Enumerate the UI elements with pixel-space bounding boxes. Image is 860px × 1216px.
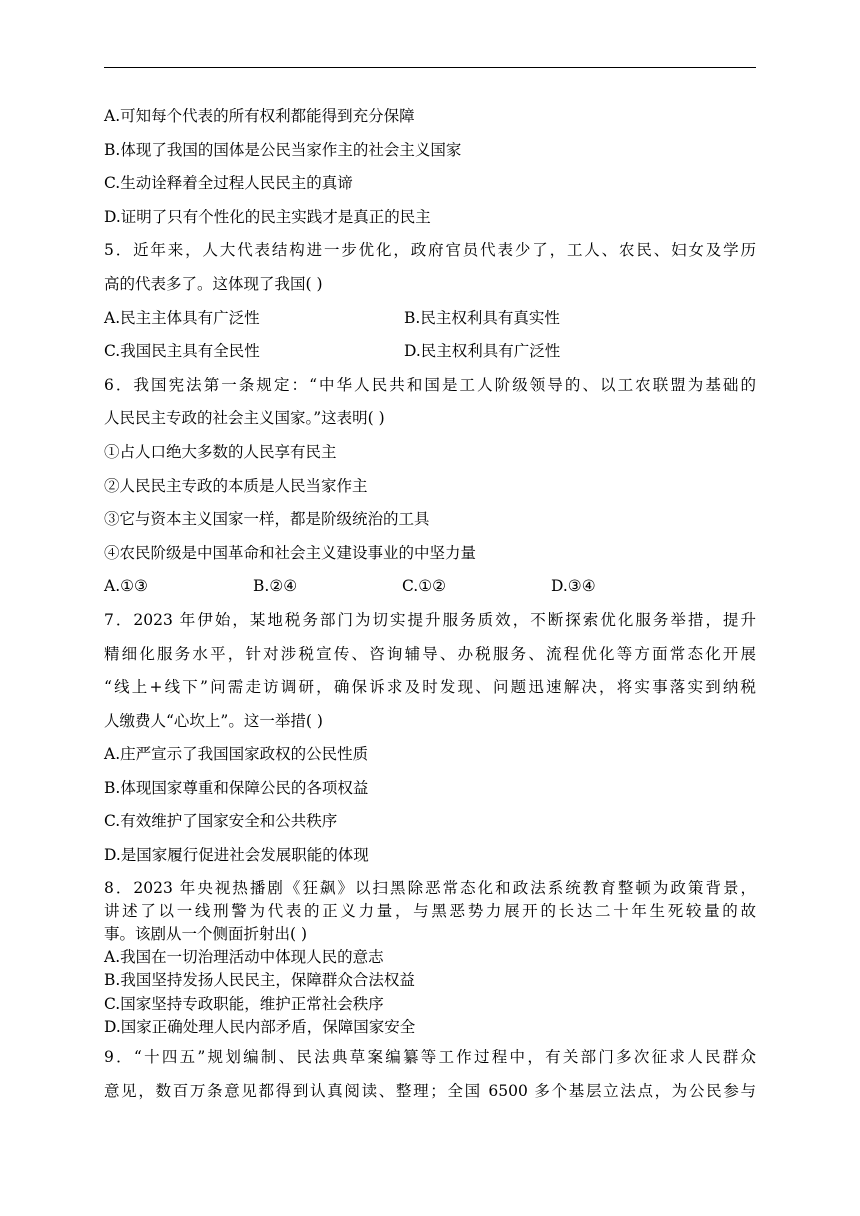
- q5-option-a: A.民主主体具有广泛性: [104, 308, 260, 327]
- q6-option-c: C.①②: [402, 577, 447, 596]
- q9-stem-line-2: 意见，数百万条意见都得到认真阅读、整理；全国 6500 多个基层立法点，为公民参与: [104, 1081, 756, 1100]
- q6-option-a: A.①③: [104, 577, 148, 596]
- q7-option-c: C.有效维护了国家安全和公共秩序: [104, 812, 338, 831]
- q8-option-c: C.国家坚持专政职能，维护正常社会秩序: [104, 994, 384, 1013]
- q6-item-3: ③它与资本主义国家一样，都是阶级统治的工具: [104, 510, 430, 529]
- q7-option-d: D.是国家履行促进社会发展职能的体现: [104, 846, 369, 865]
- q5-option-c: C.我国民主具有全民性: [104, 342, 260, 361]
- q7-stem-line-2: 精细化服务水平，针对涉税宣传、咨询辅导、办税服务、流程优化等方面常态化开展: [104, 644, 756, 663]
- q6-item-1: ①占人口绝大多数的人民享有民主: [104, 442, 337, 461]
- q5-option-b: B.民主权利具有真实性: [404, 308, 560, 327]
- q6-stem-line-2: 人民民主专政的社会主义国家。”这表明( ): [104, 409, 385, 428]
- q7-stem-line-3: “线上+线下”问需走访调研，确保诉求及时发现、问题迅速解决，将实事落实到纳税: [104, 678, 756, 697]
- q8-block: [104, 877, 756, 1039]
- q7-stem-line-4: 人缴费人“心坎上”。这一举措( ): [104, 711, 323, 730]
- q5-option-d: D.民主权利具有广泛性: [404, 342, 561, 361]
- q6-option-b: B.②④: [253, 577, 298, 596]
- q6-stem-line-1: 6．我国宪法第一条规定：“中华人民共和国是工人阶级领导的、以工农联盟为基础的: [104, 375, 756, 394]
- q4-option-a: A.可知每个代表的所有权利都能得到充分保障: [104, 107, 415, 125]
- q6-item-2: ②人民民主专政的本质是人民当家作主: [104, 476, 368, 495]
- question-content: [104, 100, 756, 1108]
- q7-option-b: B.体现国家尊重和保障公民的各项权益: [104, 778, 369, 797]
- q6-item-4: ④农民阶级是中国革命和社会主义建设事业的中坚力量: [104, 543, 477, 562]
- q5-stem-line-1: 5．近年来，人大代表结构进一步优化，政府官员代表少了，工人、农民、妇女及学历: [104, 241, 756, 260]
- q6-option-d: D.③④: [551, 577, 596, 596]
- q7-stem-line-1: 7．2023 年伊始，某地税务部门为切实提升服务质效，不断探索优化服务举措，提升: [104, 610, 756, 629]
- q4-option-b: B.体现了我国的国体是公民当家作主的社会主义国家: [104, 140, 462, 159]
- q8-stem-line-3: 事。该剧从一个侧面折射出( ): [104, 925, 308, 944]
- q5-options-row-1: [104, 302, 756, 336]
- q5-stem-line-2: 高的代表多了。这体现了我国( ): [104, 274, 323, 293]
- q4-option-c: C.生动诠释着全过程人民民主的真谛: [104, 174, 353, 193]
- q8-stem-line-2: 讲述了以一线刑警为代表的正义力量，与黑恶势力展开的长达二十年生死较量的故: [104, 901, 756, 920]
- q7-option-a: A.庄严宣示了我国国家政权的公民性质: [104, 745, 369, 764]
- q5-options-row-2: [104, 335, 756, 369]
- q4-option-d: D.证明了只有个性化的民主实践才是真正的民主: [104, 207, 431, 226]
- header-rule: [104, 67, 756, 68]
- q8-option-a: A.我国在一切治理活动中体现人民的意志: [104, 948, 384, 967]
- q6-options-row: [104, 570, 756, 604]
- q9-stem-line-1: 9．“十四五”规划编制、民法典草案编纂等工作过程中，有关部门多次征求人民群众: [104, 1047, 756, 1066]
- q8-option-b: B.我国坚持发扬人民民主，保障群众合法权益: [104, 971, 415, 990]
- q8-option-d: D.国家正确处理人民内部矛盾，保障国家安全: [104, 1017, 416, 1036]
- q8-stem-line-1: 8．2023 年央视热播剧《狂飙》以扫黑除恶常态化和政法系统教育整顿为政策背景，: [104, 878, 756, 897]
